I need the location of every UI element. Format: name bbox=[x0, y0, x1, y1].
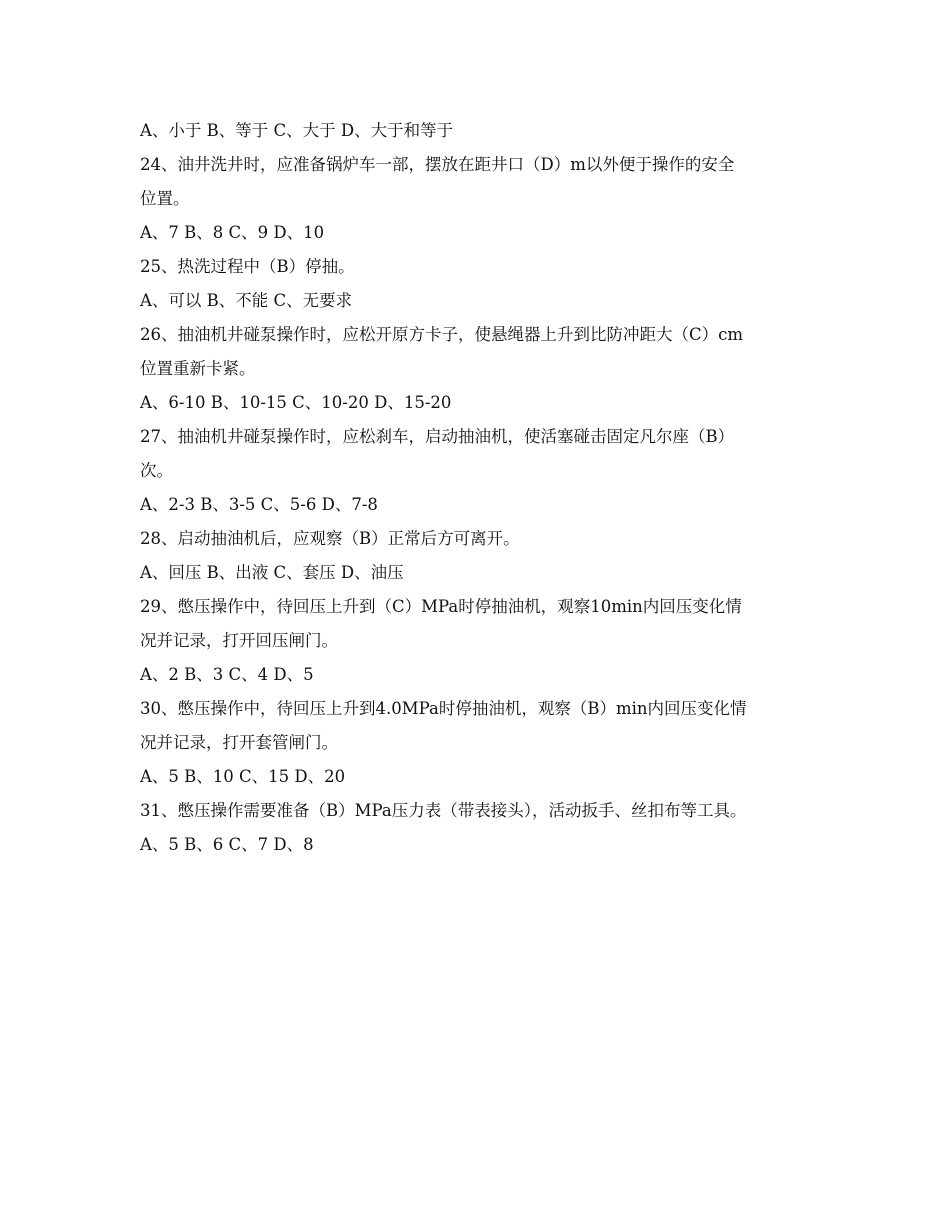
answer-options-30: A、5 B、10 C、15 D、20 bbox=[140, 767, 346, 786]
answer-options-27: A、2-3 B、3-5 C、5-6 D、7-8 bbox=[140, 495, 378, 514]
question-25: 25、热洗过程中（B）停抽。 bbox=[140, 257, 355, 276]
question-30: 30、憋压操作中，待回压上升到4.0MPa时停抽油机，观察（B）min内回压变化情 bbox=[140, 699, 747, 718]
question-31: 31、憋压操作需要准备（B）MPa压力表（带表接头），活动扳手、丝扣布等工具。 bbox=[140, 801, 747, 820]
answer-options-25: A、可以 B、不能 C、无要求 bbox=[140, 291, 353, 310]
question-28: 28、启动抽油机后，应观察（B）正常后方可离开。 bbox=[140, 529, 520, 548]
answer-options-28: A、回压 B、出液 C、套压 D、油压 bbox=[140, 563, 404, 582]
question-27-continued: 次。 bbox=[140, 461, 173, 480]
question-27: 27、抽油机井碰泵操作时，应松刹车，启动抽油机，使活塞碰击固定凡尔座（B） bbox=[140, 427, 735, 446]
answer-options-31: A、5 B、6 C、7 D、8 bbox=[140, 835, 314, 854]
question-24: 24、油井洗井时，应准备锅炉车一部，摆放在距井口（D）m以外便于操作的安全 bbox=[140, 155, 735, 174]
answer-options-23: A、小于 B、等于 C、大于 D、大于和等于 bbox=[140, 121, 454, 140]
question-26-continued: 位置重新卡紧。 bbox=[140, 359, 256, 378]
answer-options-26: A、6-10 B、10-15 C、10-20 D、15-20 bbox=[140, 393, 452, 412]
question-29: 29、憋压操作中，待回压上升到（C）MPa时停抽油机，观察10min内回压变化情 bbox=[140, 597, 742, 616]
answer-options-24: A、7 B、8 C、9 D、10 bbox=[140, 223, 325, 242]
question-24-continued: 位置。 bbox=[140, 189, 190, 208]
answer-options-29: A、2 B、3 C、4 D、5 bbox=[140, 665, 314, 684]
question-list bbox=[140, 114, 820, 862]
question-30-continued: 况并记录，打开套管闸门。 bbox=[140, 733, 338, 752]
question-29-continued: 况并记录，打开回压闸门。 bbox=[140, 631, 338, 650]
question-26: 26、抽油机井碰泵操作时，应松开原方卡子，使悬绳器上升到比防冲距大（C）cm bbox=[140, 325, 744, 344]
